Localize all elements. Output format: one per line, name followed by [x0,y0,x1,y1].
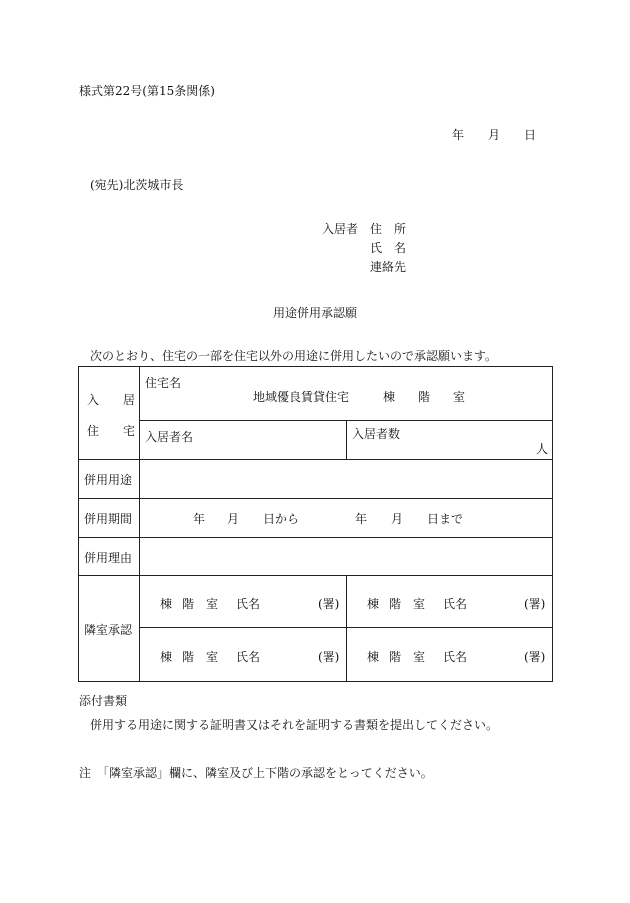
neighbor-3-floor: 階 [182,650,195,664]
neighbor-3-name-label: 氏名 [236,650,261,664]
neighbor-4-room: 室 [413,650,426,664]
occupant-count-label: 入居者数 [352,427,401,441]
resident-housing-label-2: 住 宅 [87,424,136,438]
date-day: 日 [524,128,537,142]
neighbor-1-building: 棟 [160,597,173,611]
neighbor-4-building: 棟 [367,650,380,664]
attachments-text: 併用する用途に関する証明書又はそれを証明する書類を提出してください。 [90,718,499,732]
neighbor-3-building: 棟 [160,650,173,664]
neighbor-1-room: 室 [206,597,219,611]
neighbor-2-seal: (署) [524,597,546,611]
neighbor-approval-label: 隣室承認 [84,623,133,637]
combined-reason-label: 併用理由 [84,551,133,565]
housing-building: 棟 [383,390,396,404]
date-month: 月 [488,128,501,142]
period-start-month: 月 [227,512,240,526]
document-title: 用途併用承認願 [272,306,357,320]
address-label: 住 所 [370,222,407,236]
period-end-month: 月 [391,512,404,526]
person-unit: 人 [536,442,549,456]
neighbor-2-floor: 階 [389,597,402,611]
neighbor-4-floor: 階 [389,650,402,664]
housing-room: 室 [453,390,466,404]
housing-type: 地域優良賃貸住宅 [253,390,350,404]
form-number: 様式第22号(第15条関係) [79,84,215,98]
period-end-year: 年 [355,512,368,526]
name-label: 氏 名 [370,241,407,255]
attachments-heading: 添付書類 [79,694,128,708]
neighbor-2-room: 室 [413,597,426,611]
occupant-name-label: 入居者名 [145,430,194,444]
intro-text: 次のとおり、住宅の一部を住宅以外の用途に併用したいので承認願います。 [90,349,498,363]
contact-label: 連絡先 [370,260,407,274]
combined-period-label: 併用期間 [84,512,133,526]
neighbor-1-name-label: 氏名 [236,597,261,611]
period-start-suffix: 日から [263,512,300,526]
period-start-year: 年 [193,512,206,526]
date-year: 年 [452,128,465,142]
neighbor-3-seal: (署) [318,650,340,664]
neighbor-4-seal: (署) [524,650,546,664]
neighbor-2-name-label: 氏名 [443,597,468,611]
housing-floor: 階 [418,390,431,404]
housing-name-label: 住宅名 [145,376,182,390]
note-text: 注 「隣室承認」欄に、隣室及び上下階の承認をとってください。 [79,766,433,780]
applicant-block [322,220,406,277]
application-table [78,366,553,682]
applicant-role: 入居者 [322,222,359,236]
period-end-suffix: 日まで [427,512,464,526]
combined-use-label: 併用用途 [84,473,133,487]
addressee: (宛先)北茨城市長 [90,178,184,192]
neighbor-1-seal: (署) [318,597,340,611]
neighbor-3-room: 室 [206,650,219,664]
neighbor-2-building: 棟 [367,597,380,611]
neighbor-1-floor: 階 [182,597,195,611]
resident-housing-label-1: 入 居 [87,393,136,407]
neighbor-4-name-label: 氏名 [443,650,468,664]
